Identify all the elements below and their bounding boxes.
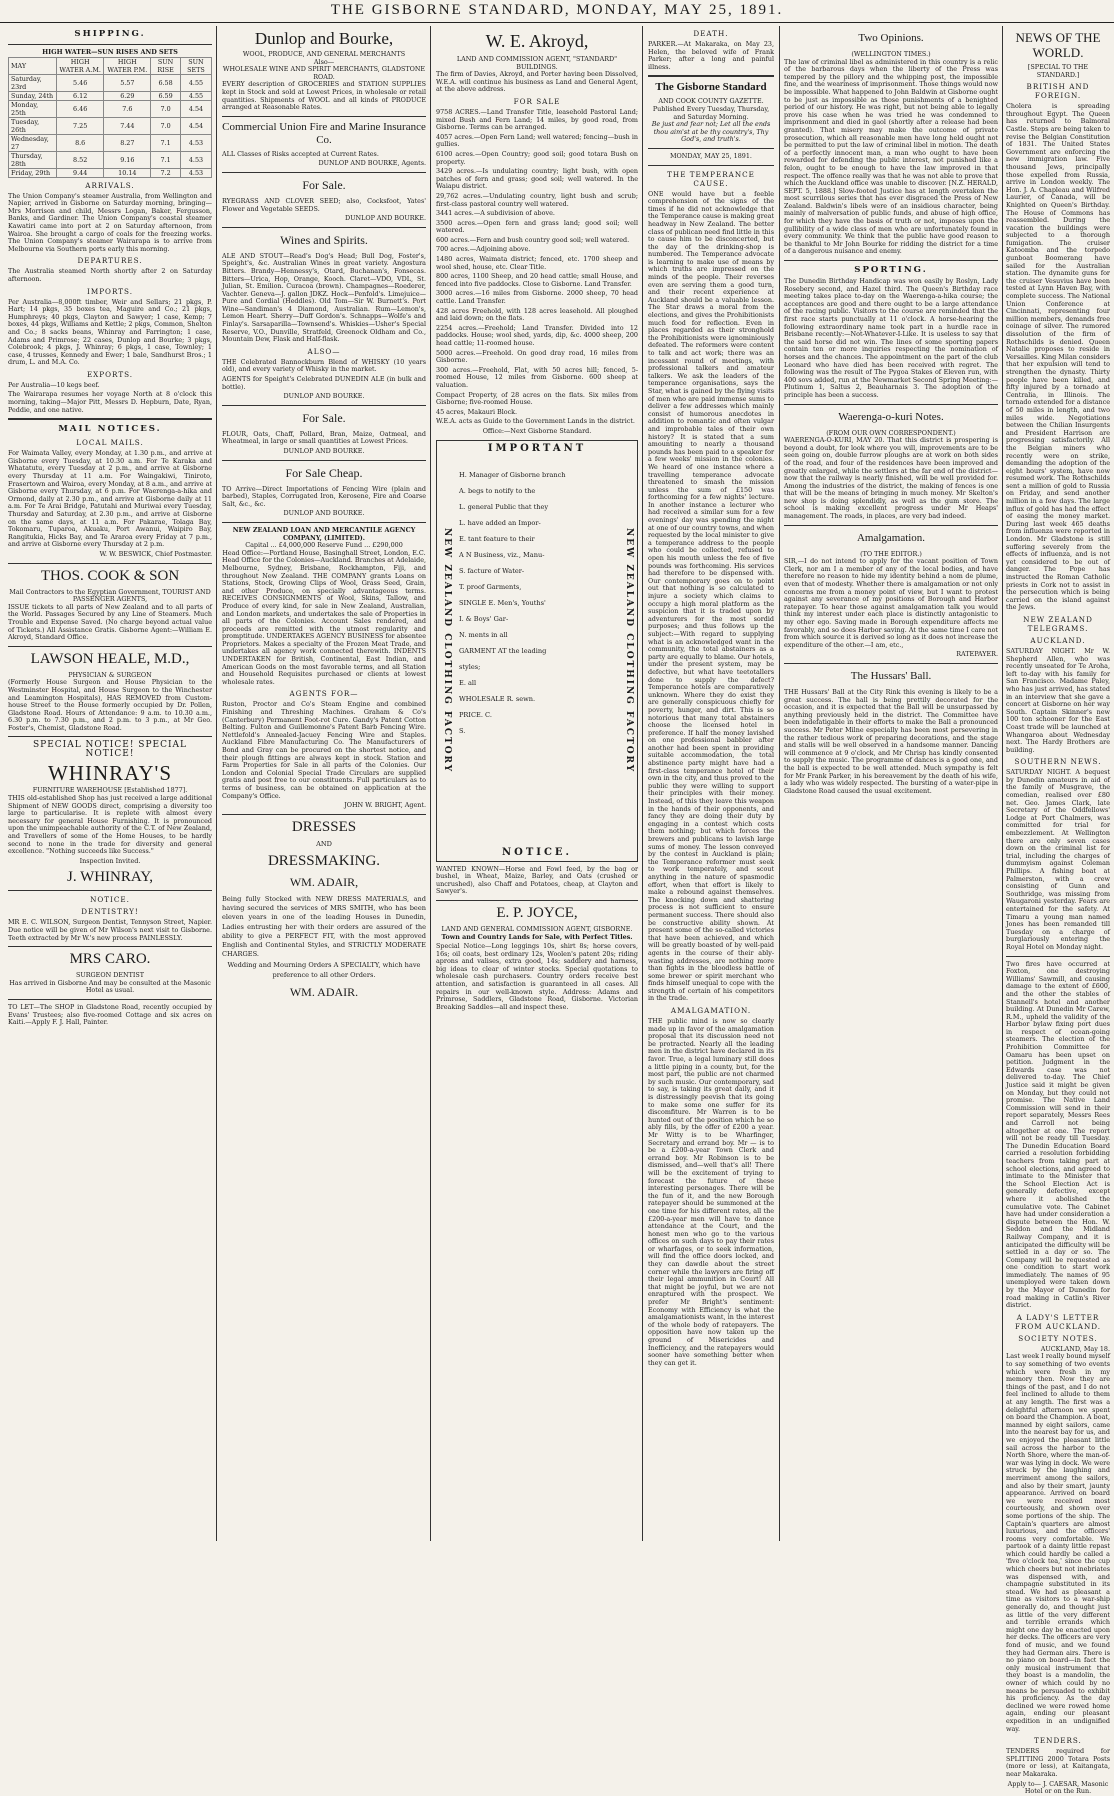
commercial-text: ALL Classes of Risks accepted at Current Rates. <box>222 149 379 158</box>
important-line: styles; <box>459 662 481 671</box>
land-lot: 3441 acres.—A subdivision of above. <box>436 209 555 218</box>
bf-text: Cholera is spreading throughout Egypt. The Queen has returned to Balmoral Castle. Steps are being taken to revise the Belgian Constitution of 1831. The United States Government are enforcing the new immigration law. Five thousand Jews, principally those expelled from Russia, arrive in London weekly. The Hon. J. A. Chapleau and Wilfred Laurier, of Canada, will be Knighted on Queen's Birthday. The House of Commons has reassembled. During the vacation the buildings were subjected to a thorough fumigation. The cruiser Katoomba and the torpedo gunboat Boomerang have sailed for the Australian station. The dynamite guns for the cruiser Vesuvius have been tested at Lynn Haven Bay, with complete success. The National Union Conference at Cincinnati, representing four million members, demands free coinage of silver. The rumored dissolution of the firm of Rothschilds is denied. Queen Natalie proposes to reside in Versailles. King Milan considers that her expulsion will tend to strengthen the dynasty. Thirty people have been killed, and fifty injured by a tornado at Centralia, in Illinois. The tornado extended for a distance of 50 miles in length, and two miles wide. Negotiations between the Chilian Insurgents and President Harrison are progressing satisfactorily. All the Belgian miners who recently were on strike, demanding the adoption of the eight hours' system, have now resumed work. The Rothschilds sent a million of gold to Russia on Friday, and send another million in a few days. The large influx of gold has had the effect of easing the money market. During last week 465 deaths from influenza were reported in London. Mr Gladstone is still suffering severely from the effects of influenza, and is not yet considered to be out of danger. The Pope has instructed the Roman Catholic priests in Cork not to assist in the persecution which is being carried on the island against the Jews. <box>1006 102 1110 612</box>
southern-text: SATURDAY NIGHT. A bequest by Dunedin amateurs in aid of the family of Musgrave, the comedian, realised over £80 net. Geo. James Clark, late Secretary of the Oddfellows' Lodge at Port Chalmers, was committed for trial for embezzlement. At Wellington there are only seven cases down on the criminal list for trial, including the charges of dummyism against Coleman Phillips. A fishing boat at Palmerston, with a crew consisting of Gunn and Southridge, was missing from Waugaroni yesterday. Fears are entertained for the safety. At Timaru a young man named Jones has been remanded till Tuesday on a charge of burglariously entering the Royal Hotel on Monday night. <box>1006 768 1110 951</box>
nzt-heading: NEW ZEALAND TELEGRAMS. <box>1023 614 1093 633</box>
tide-col-header: HIGH WATER P.M. <box>104 57 151 74</box>
lady-letter-heading: A LADY'S LETTER FROM AUCKLAND. <box>1014 1312 1102 1331</box>
opinions-sub: (WELLINGTON TIMES.) <box>851 50 931 58</box>
tolet-text: TO LET—The SHOP in Gladstone Road, recently occupied by Evans' Trustees; also five-roomed Cottage and six acres on Kaiti.—Apply F. J. Hall, Painter. <box>8 1002 212 1027</box>
agents-text: AGENTS for Speight's Celebrated DUNEDIN ALE (in bulk and bottle). <box>222 375 426 391</box>
important-heading: IMPORTANT <box>487 442 587 454</box>
hussars-heading: The Hussars' Ball. <box>850 669 932 682</box>
column-akroyd <box>436 26 638 1541</box>
column-rule <box>430 26 431 1541</box>
important-notice: NOTICE. <box>501 846 573 858</box>
tide-col-header: SUN SETS <box>180 57 211 74</box>
important-line: N. ments in all <box>459 630 508 639</box>
nzloan-heading: NEW ZEALAND LOAN AND MERCANTILE AGENCY COMPANY, (LIMITED). <box>232 525 416 542</box>
column7-text: Two fires have occurred at Foxton, one destroying Williams' Sawmill, and causing damage to the extent of £600, and the other the stables of Stannell's hotel and another building. At Dunedin Mr Carew, R.M., upheld the validity of the Harbor bylaw fixing port dues in respect of ocean-going steamers. The election of the Prohibition Committee for Oamaru has been upset on petition. Judgment in the Edwards case was not delivered to-day. The Chief Justice said it might be given on Monday, but they could not promise. The Native Land Commission will send in their report separately, Messrs Rees and Carroll not being altogether at one. The report will not be ready till Tuesday. The Dunedin Education Board carried a resolution forbidding teachers from taking part at school elections, and agreed to intimate to the Minister that the School Election Act is generally defective, except where it abolished the cumulative vote. The Cabinet have had under consideration a dispute between the Hon. W. Seddon and the Midland Railway Company, and it is anticipated the difficulty will be settled in a day or so. The Company will be requested as one condition to start work immediately. The names of 95 unemployed were taken down by the Mayor of Dunedin for road making in Catlin's River district. <box>1006 959 1110 1310</box>
column-news <box>784 26 998 1541</box>
tide-cell: 4.53 <box>180 134 211 151</box>
land-lot: 6100 acres.—Open Country; good soil; good totara Bush on property. <box>436 149 638 166</box>
tide-cell: 7.0 <box>151 117 181 134</box>
exports-heading: EXPORTS. <box>86 369 134 379</box>
dentistry-heading: DENTISTRY! <box>81 907 139 917</box>
notice-heading: NOTICE. <box>90 895 130 905</box>
shipping-heading: SHIPPING. <box>74 29 146 39</box>
wines-text: ALE AND STOUT—Read's Dog's Head; Bull Dog, Foster's, Speight's, &c. Australian Wines in great variety. Angostura Bitters. Brandy—Hennessy's, Otard, Buchanan's, Fonsecas. Bitters—Urica, Hop, Orange, Kooch. Claret—VDO, VDL, St. Julian, St. Emilion. Curacoa (brown). Champagnes—Roederer, Vachter. Geneva—J. gallon JDKZ. Hock—Penfold's. Limejuice—Pure and Cordial (Heddles). Old Tom—Sir W. Burnett's. Port Wine—Sandiman's 4 Diamond, Australian. Rum—Lemon's, Lemon Heart. Sherry—Duff Gordon's. Schnapps—Wolfe's and Finlay's. Sarsaparilla—Townsend's. Whiskies—Usher's Special Reserve, V.O., Dunville, Stratfeld, Greenock Oldham and Co., Mountain Dew, Flask and Half-flask. <box>222 251 426 344</box>
agents-signature: DUNLOP AND BOURKE. <box>283 392 365 401</box>
whinray-heading: WHINRAY'S <box>47 761 173 786</box>
forsale2-heading: For Sale. <box>302 410 346 425</box>
tide-cell: 10.14 <box>104 168 151 177</box>
important-side-right <box>621 449 635 853</box>
auckland-heading: AUCKLAND. <box>1030 635 1086 645</box>
arrivals-heading: ARRIVALS. <box>85 180 135 190</box>
amalgamation-letter-text: SIR,—I do not intend to apply for the vacant position of Town Clerk, nor am I a member of any of the local bodies, and have therefore no reason to hide my identity behind a nom de plume, even that of modesty. Whether there is amalgamation or not only concerns me from a money point of view, but I want to protest against any severance of my positions of Borough and Harbor ratepayer. To hear those against amalgamation talk you would think my interest under each place is distinctly antagonistic to my other ego. Saving made in Borough expenditure affects me favorably, and so does Harbor saving. At the same time I care not from which source it is derived so long as it does not increase the expenditure of the other.—I am, etc., <box>784 557 998 649</box>
caro-heading: MRS CARO. <box>69 951 151 968</box>
important-body <box>459 467 615 739</box>
land-lot: 3500 acres.—Open fern and grass land; good soil; well watered. <box>436 218 638 235</box>
tide-cell: 9.44 <box>56 168 104 177</box>
land-lot: 9758 ACRES.—Land Transfer Title, leasehold Pastoral Land; mixed Bush and Fern Land; 14 miles, by good road, from Gisborne. Terms can be arranged. <box>436 107 638 132</box>
tide-row <box>9 91 212 100</box>
tide-table <box>8 57 212 178</box>
news-heading: NEWS OF THE WORLD. <box>1015 30 1101 60</box>
important-line: PRICE. C. <box>459 710 492 719</box>
exports-text-2: The Wairarapa resumes her voyage North at 8 o'clock this morning, taking—Major Pitt, Messrs D. Hepburn, Date, Ryan, Peddie, and one native. <box>8 390 212 414</box>
amalgamation-letter-signature: RATEPAYER. <box>956 650 998 659</box>
tide-cell: 4.54 <box>180 117 211 134</box>
tide-cell: 4.53 <box>180 151 211 168</box>
land-lot: 600 acres.—Fern and bush country good soil; well watered. <box>436 235 630 244</box>
important-line: L. general Public that they <box>459 502 549 511</box>
important-side-left <box>439 449 453 853</box>
forsale2-text: FLOUR, Oats, Chaff, Pollard, Bran, Maize, Oatmeal, and Wheatmeal, in large or small quantities at Lowest Prices. <box>222 429 426 446</box>
nzloan-capital: Capital ... £4,000,000 Reserve Fund ... £290,000 <box>245 541 403 550</box>
tide-cell: 4.55 <box>180 91 211 100</box>
wea-text: W.E.A. acts as Guide to the Government Lands in the district. <box>436 417 635 426</box>
important-line: SINGLE E. Men's, Youths' <box>459 598 546 607</box>
tide-day: Wednesday, 27 <box>9 134 57 151</box>
paper-motto: Be just and fear not; Let all the ends thou aim'st at be thy country's, Thy God's, and truth's. <box>651 120 771 144</box>
important-line: I. & Boys' Gar- <box>459 614 509 623</box>
tide-col-header: MAY <box>9 57 57 74</box>
tide-cell: 7.44 <box>104 117 151 134</box>
tide-cell: 6.58 <box>151 74 181 91</box>
land-lot: 2254 acres.—Freehold; Land Transfer. Divided into 12 paddocks. House; wool shed, yards, dip, &c. 4000 sheep, 200 head cattle; 11-roomed house. <box>436 323 638 347</box>
tide-cell: 9.16 <box>104 151 151 168</box>
important-line: H. Manager of Gisborne branch <box>459 470 566 479</box>
dress-text: Being fully Stocked with NEW DRESS MATERIALS, and having secured the services of MRS SMITH, who has been eleven years in one of the leading Houses in Dunedin, Ladies entrusting her with their orders are assured of the ability to give a PERFECT FIT, with the most approved English and Continental Styles, and STRICTLY MODERATE CHARGES. <box>222 894 426 959</box>
bf-heading: BRITISH AND FOREIGN. <box>1026 82 1090 101</box>
waerenga-sub: (FROM OUR OWN CORRESPONDENT.) <box>826 428 956 437</box>
joyce-notice: Special Notice—Long leggings 10s, shirt 8s; horse covers, 16s; oil coats, best ordinary 12s, Woolen's patent 20s; riding aprons and valises, extra good, 14s; saddlery and harness, big ideas to clear of winter stocks. Special quotations to wholesale cash purchasers. Country orders receive best attention, and satisfaction is guaranteed in all cases. All repairs in our well-known style. Address: Adams and Primrose, Saddlers, Gladstone Road, Gisborne. Victorian Breaking Saddles—all and inspect these. <box>436 942 638 1011</box>
tide-day: Tuesday, 26th <box>9 117 57 134</box>
mail-notices-heading: MAIL NOTICES. <box>58 424 162 435</box>
imports-text: Per Australia—8,000ft timber, Weir and Sellars; 21 pkgs, P. Hart; 14 pkgs, 35 boxes tea, Maguire and Co.; 21 pkgs, Humphreys; 40 pkgs, Clayton and Sawyer; 1 case, Kemp; 7 boxes, 44 pkgs, Williams and Kettle; 2 pkgs, Common, Shelton and Co.; 8 sacks beans, Whinray and Farrington; 1 case, Adams and Primrose; 22 cases, Dunlop and Bourke; 3 pkgs, Colebrook; 4 pkgs, J. Whinray; 6 pkgs, 1 case, Townley; 1 case, 4 trusses, Kennedy and Ewer; 1 bale, Sandhurst Bros.; 1 drum, L. and M.A. Co. <box>8 297 212 367</box>
land-lot: 3429 acres.—Is undulating country; light bush, with open patches of fern and grass; good soil; well watered. In the Waiapu district. <box>436 167 638 191</box>
important-line: GARMENT AT the leading <box>459 646 547 655</box>
dress-and: AND <box>316 839 332 848</box>
tide-cell: 4.55 <box>180 74 211 91</box>
cheap-heading: For Sale Cheap. <box>285 465 363 480</box>
special-notice: SPECIAL NOTICE! SPECIAL NOTICE! <box>32 740 188 760</box>
tide-row <box>9 117 212 134</box>
akroyd-heading: W. E. Akroyd, <box>485 31 589 51</box>
tide-cell: 8.6 <box>56 134 104 151</box>
tide-col-header: SUN RISE <box>151 57 181 74</box>
whinray-inspection: Inspection Invited. <box>79 856 141 865</box>
paper-title: The Gisborne Standard <box>655 81 767 94</box>
dressmaking-heading: DRESSMAKING. <box>267 852 381 869</box>
amalgamation-editorial-text: THE public mind is now so clearly made up in favor of the amalgamation proposal that its discussion need not be protracted. Nearly all the leading men in the district have declared in its favor. True, a legal luminary still does a little piping in a county, but, for the most part, the public are not charmed by such music. Our contemporary, sad to say, is taking its great daily, and it is distressingly peevish that its going to make some one suffer for its discomfiture. Mr Warren is to be hunted out of the position which he so ably fills, by the offer of £200 a year. Mr Witty is to be Wharfinger, Secretary and errand boy. Mr — is to be a £200-a-year Town Clerk and errand boy. Mr Robinson is to be dismissed, and—well that's all! There will be the excitement of trying to forecast the future of these interesting personages. There will be the fun of it, and the new Borough ratepayer should be summoned at the one time for his different rates, all the £200-a-year men will have to dance attendance at the Court, and the honest men who go to the various offices on such days to pay their rates or wharfages, or to seek information, will find the office doors locked, and they can dawdle about the street corner while the lawyers are firing off their legal ammunition in Court! All that might be joyful, but we are not enraptured with the prospect. We prefer Mr Bright's sentiment: Economy with Efficiency is what the amalgamationists want, in the interest of the whole body of ratepayers. The opposition have now taken up the ground of Misericides and Inefficiency, and the ratepayers would sooner have something better when they can get it. <box>648 1017 774 1367</box>
akroyd-text: The firm of Davies, Akroyd, and Porter having been Dissolved, W.E.A. will continue his business as Land and General Agent, at the above address. <box>436 70 638 94</box>
paper-publication: Published Every Tuesday, Thursday, and Saturday Morning. <box>652 104 770 121</box>
forsale2-signature: DUNLOP AND BOURKE. <box>283 447 365 455</box>
departures-heading: DEPARTURES. <box>77 256 143 266</box>
tide-row <box>9 134 212 151</box>
important-line: E. all <box>459 678 477 687</box>
column-rule <box>642 26 643 1541</box>
society-heading: SOCIETY NOTES. <box>1018 1333 1098 1343</box>
side-label: NEW ZEALAND CLOTHING FACTORY <box>441 527 452 774</box>
tide-cell: 7.0 <box>151 100 181 117</box>
nzloan-office: Head Office:—Portland House, Basinghall Street, London, E.C. <box>222 548 426 557</box>
commercial-signature: DUNLOP AND BOURKE, Agents. <box>318 159 426 168</box>
dunlop-sub: WOOL, PRODUCE, AND GENERAL MERCHANTS <box>242 50 406 58</box>
tide-cell: 6.46 <box>56 100 104 117</box>
southern-heading: SOUTHERN NEWS. <box>1014 757 1102 767</box>
dunlop-sub2: WHOLESALE WINE AND SPIRIT MERCHANTS, GLADSTONE ROAD. <box>222 65 426 81</box>
land-lot: 3000 acres.—16 miles from Gisborne. 2000 sheep, 70 head cattle. Land Transfer. <box>436 289 638 306</box>
land-lot: 29,762 acres.—Undulating country, light bush and scrub; first-class pastoral country well watered. <box>436 191 638 208</box>
land-lot: 1480 acres, Waimata district; fenced, etc. 1700 sheep and wool shed, house, etc. Clear Title. <box>436 255 638 271</box>
auckland-text: SATURDAY NIGHT. Mr W. Shepherd Allen, who was recently unseated for Te Aroha, left to-day with his family for San Francisco. Madame Paley, who has just arrived, has stated in an interview that she gave a concert at Gisborne on her way South. Captain Skinner's new 100 ton schooner for the East Coast trade will be launched at Whangaroa about Wednesday next. The Hardy Brothers are building. <box>1006 646 1110 754</box>
mail-signature: W. W. BESWICK, Chief Postmaster. <box>99 549 212 558</box>
sporting-heading: SPORTING. <box>854 265 928 276</box>
temperance-text: ONE would have but a feeble comprehension of the signs of the times if he did not acknowledge that the Temperance cause is making great headway in New Zealand. The better class of publican need find little in this to cause him to be disconcerted, but the day of the drinking-shop is numbered. The Temperance advocate is learning to make use of means by which truths are impressed on the minds of the people. Their reverses even are serving them a good turn, and their recent experience at Auckland should be a valuable lesson. The Star draws a moral from the elections, and gives the Prohibitionists much food for reflection. Even in places regarded as their stronghold the Prohibitionists were ignominiously defeated. The reformers were content to talk and act work; there was an incessant round of meetings, with professional talkers and amateur talkers. We ask the leaders of the temperance organisations, says the Star, what is gained by the flying visits of men who are paid immense sums to deliver a few addresses which mainly consist of humorous anecdotes in addition to romantic and often vulgar and improbable tales of their own history? It is stated that a sum amounting to nearly a thousand pounds has been paid to a speaker for a few weeks' mission in the colonies. We heard of one instance where a travelling temperance advocate threatened to smash the mission unless the sum of £150 was forthcoming for a few nights' lecture. In another instance a lecturer who had received a similar sum for a few evenings' day was spending the night at one of our country towns, and when requested by the local minister to give a temperance address to the people who could be collected, refused to open his mouth unless the fee of five pounds was forthcoming. His services had therefore to be dispensed with. Our contemporary goes on to point out that nothing is so calculated to injure a society which claims to occupy a high moral platform as the suspicion that it is traded upon by adventurers for the most sordid purposes; and thus follows up the subject:—With regard to supplying what is an acknowledged want in the community, the total abstainers as a party are equally to blame. Our hotels, under the present system, may be defective, but what have teetotallers done to supply the defect? Temperance hotels are comparatively unknown. Where they do exist they are generally conspicuous chiefly for poverty, hunger, and dirt. This is so notorious that many total abstainers choose the licensed hotel in preference. If half the money lavished on one professional babbler after another had been spent in providing suitable accommodation, the total abstinence party might have had a first-class temperance hotel of their own in the city, and thus proved to the public they were willing to support their principles with their money. Instead, of this they leave this weapon in the hands of their opponents, and fancy they are doing their duty by engaging in a contest which costs them nothing; but which forces the brewers and publicans to lavish large sums of money. The lesson conveyed by the contest in Auckland is plain; the Temperance reformer must seek to work temperately, and scout anything in the nature of spasmodic effort, when that effort is likely to make a rebound against themselves. The knocking down and shattering process is not sufficient to ensure permanent success. There should also be constructive ability shown. At present some of the so-called victories that have been achieved, and which will be greatly boasted of by well-paid agents in the course of their ably-wasting addresses, are nothing more than fights in the bloodless battle of some brewer or spirit merchant who finds himself unequal to cope with the strength of certain of his competitors in the trade. <box>648 189 774 1003</box>
tenders-text: TENDERS required for SPLITTING 2000 Totara Posts (more or less), at Kaitangata, near Makaraka. <box>1006 1747 1110 1778</box>
side-label: NEW ZEALAND CLOTHING FACTORY <box>623 527 634 774</box>
important-line: L. have added an Impor- <box>459 518 541 527</box>
land-lot: 700 acres.—Adjoining above. <box>436 245 531 254</box>
tide-cell: 7.25 <box>56 117 104 134</box>
column-shipping <box>8 26 212 1541</box>
column-dunlop <box>222 26 426 1541</box>
news-sub: [SPECIAL TO THE STANDARD.] <box>1027 63 1089 79</box>
important-ad <box>436 440 638 862</box>
joyce-sub: LAND AND GENERAL COMMISSION AGENT, GISBORNE. <box>441 924 633 933</box>
bright-signature: JOHN W. BRIGHT, Agent. <box>344 801 426 810</box>
agents-for-text: Ruston, Proctor and Co's Steam Engine and combined Finishing and Threshing Machines. Graham & Co's (Canterbury) Permanent Foot-rot Cure. Gandy's Patent Cotton Belting. Fulton and Guillemonne's Patent Barb Fencing Wire. Nettlefold's Annealed-Jacuey Fencing Wire and Staples. Auckland Fibre Manufacturing Co. The Manufacturers of Bond and Gray can be procured on the shortest notice, and their plough fittings are always kept in stock. Station and Farm Properties for Sale in all parts of the Colonies. Our London and Colonial Special Trade Circulars are supplied gratis and post free to our constituents. Full particulars as to terms of business, can be obtained on application at the Company's Office. <box>222 700 426 800</box>
wanted-text: WANTED KNOWN—Horse and Fowl feed, by the bag or bushel, in Wheat, Maize, Barley, and Oats (crushed or uncrushed), also Chaff and Potatoes, cheap, at Clayton and Sawyer's. <box>436 864 638 896</box>
also-heading: ALSO— <box>307 346 341 356</box>
tide-row <box>9 74 212 91</box>
amalgamation-editorial-heading: AMALGAMATION. <box>670 1006 752 1016</box>
column-world-news <box>1006 26 1110 1796</box>
tide-cell: 6.59 <box>151 91 181 100</box>
hussars-text: THE Hussars' Ball at the City Rink this evening is likely to be a great success. The hall is being prettily decorated for the occasion, and it is expected that the Ball will be unsurpassed by anything previously held in the district. The Committee have been indefatigable in their efforts to make the Ball a pronounced success. Mr Peter Milne especially has been most persevering in the rather tedious work of preparing decorations, and the stage and stalls will be well observed in a handsome manner. Dancing will commence at 9 o'clock, and Mr Chrisp has kindly consented to supply the music. The programme of dances is a good one, and the ball is expected to be well attended. Much sympathy is felt for Mr Frank Parker, in his bereavement by the death of his wife, a lady who was widely respected. The bursting of a water-pipe in Gladstone Road caused the usual excitement. <box>784 687 998 795</box>
tide-cell: 8.52 <box>56 151 104 168</box>
column-rule <box>216 26 217 1541</box>
tide-row <box>9 100 212 117</box>
tide-cell: 7.6 <box>104 100 151 117</box>
important-line: S. <box>459 726 466 735</box>
tide-header-row <box>9 57 212 74</box>
dress-wedding: Wedding and Mourning Orders A SPECIALTY, which have preference to all other Orders. <box>227 961 421 979</box>
forsale-heading: For Sale. <box>302 177 346 192</box>
forsale-signature: DUNLOP AND BOURKE. <box>344 214 426 223</box>
temperance-heading: THE TEMPERANCE CAUSE. <box>667 169 755 188</box>
wea-office: Office:—Next Gisborne Standard. <box>482 426 592 435</box>
tide-cell: 4.53 <box>180 168 211 177</box>
amalgamation-letter-heading: Amalgamation. <box>856 531 926 544</box>
forsale-text: RYEGRASS AND CLOVER SEED; also, Cocksfoot, Yates' Flower and Vegetable SEEDS. <box>222 196 426 213</box>
column-editorial <box>648 26 774 1541</box>
dress-signature: WM. ADAIR. <box>289 984 359 999</box>
important-line: A N Business, viz., Manu- <box>459 550 545 559</box>
dunlop-text: EVERY description of GROCERIES and STATION SUPPLIES kept in Stock and sold at Lowest Prices, in wholesale or retail quantities. Shipments of WOOL and all kinds of PRODUCE arranged at Reasonable Rates. <box>222 80 426 112</box>
exports-text: Per Australia—10 kegs beef. <box>8 380 100 389</box>
for-sale-heading: FOR SALE <box>513 96 561 106</box>
amalgamation-letter-sub: (TO THE EDITOR.) <box>860 549 922 558</box>
commercial-heading: Commercial Union Fire and Marine Insurance Co. <box>222 120 426 146</box>
tide-cell: 6.12 <box>56 91 104 100</box>
tide-cell: 7.2 <box>151 168 181 177</box>
joyce-text: Town and Country Lands for Sale, with Perfect Titles. <box>441 932 633 941</box>
whinray-signature: J. WHINRAY, <box>67 869 153 886</box>
tide-day: Friday, 29th <box>9 168 57 177</box>
heale-sub: PHYSICIAN & SURGEON <box>68 670 152 679</box>
land-lot: 5000 acres.—Freehold. On good dray road, 16 miles from Gisborne. <box>436 348 638 365</box>
land-lot: 4057 acres.—Open Fern Land; well watered; fencing—bush in gullies. <box>436 132 638 149</box>
death-heading: DEATH. <box>693 29 729 38</box>
tide-day: Sunday, 24th <box>9 91 57 100</box>
tide-day: Saturday, 23rd <box>9 74 57 91</box>
land-lot: 428 acres Freehold, with 128 acres leasehold. All ploughed and laid down; on the flats. <box>436 306 638 323</box>
caro-sub: SURGEON DENTIST <box>75 971 145 980</box>
dress-wm-adair: WM. ADAIR, <box>289 874 359 889</box>
cheap-text: TO Arrive—Direct Importations of Fencing Wire (plain and barbed), Staples, Corrugated Iron, Kerosene, Fire and Coarse Salt, &c., &c. <box>222 484 426 508</box>
land-lot: 800 acres, 1100 Sheep, and 20 head cattle; small House, and fenced into five paddocks. Close to Gisborne. Land Transfer. <box>436 272 638 288</box>
akroyd-sub: LAND AND COMMISSION AGENT, "STANDARD" BUILDINGS. <box>456 55 618 71</box>
tide-cell: 8.27 <box>104 134 151 151</box>
cheap-signature: DUNLOP AND BOURKE. <box>283 509 365 518</box>
waerenga-text: WAERENGA-O-KURI, MAY 20. That this district is prospering is beyond a doubt, for look where you will, improvements are to be seen going on, double furrow ploughs are at work on both sides of the road, and four of the residences have been improved and greatly enlarged, while the settlers at the far end of the district—now that the railway is nearly finished, will be well provided for. Among the industries of the district, the making of fences is one that will be the means of bringing in much money. Mr Skelton's new shop is doing splendidly, as well as the gum store. The school is making excellent progress under Mr Heaps' management. The roads, in places, are very bad indeed. <box>784 436 998 521</box>
heale-heading: LAWSON HEALE, M.D., <box>30 650 190 667</box>
mail-sub-heading: LOCAL MAILS. <box>76 438 144 448</box>
dunlop-also: Also— <box>313 57 335 66</box>
nzloan-text: Head Office for the Colonies—Auckland. Branches at Adelaide, Melbourne, Sydney, Brisbane, Rockhampton, Fiji, and throughout New Zealand. THE COMPANY grants Loans on Stations, Stock, Growing Clips of Wool, Grass Seed, Grain, and other Produce, on specially advantageous terms. RECEIVES CONSIGNMENTS of Wool, Skins, Tallow, and Produce of every kind, for sale in New Zealand, Australian, and London markets, and undertakes the sale of Properties in all parts of the Colonies. Account Sales rendered, and proceeds are remitted with the utmost regularity and promptitude. UNDERTAKES AGENCY BUSINESS for absentee Proprietors. Makes a specialty of the Frozen Meat Trade, and undertakes all agency work connected therewith. INDENTS UNDERTAKEN for British, Continental, East Indian, and American Goods on the most favorable terms, and all Station and Household Requisites purchased or clients at lowest wholesale rates. <box>222 556 427 686</box>
sporting-text: The Dunedin Birthday Handicap was won easily by Roslyn, Lady Rosebery second, and Hazel third. The Queen's Birthday race meeting takes place to-day on the Waerenga-a-hika course; the acceptances are good and there ought to be a large attendance of the racing public. Visitors to the course are reminded that the first race starts punctually at 11 o'clock. A horse-hearing the following extraordinary name took part in a hurdle race in Brisbane recently:—Not-Whatever-I-Like. It is useless to say that the said horse did not win. The lines of some sporting papers contain ten or more inquiries respecting the nomination of horses and the chances. The appointment on the part of the club Leonard who have died has been received with regret. The following was the result of The Pygoa Stakes of Eleven run, with 400 sovs added, run at the Newmarket Second Spring Meeting:—Plutinum 1, Saltus 2, Beauharnais 3. The adoption of the principle has been a success. <box>784 277 998 399</box>
tenders-heading: TENDERS. <box>1034 1736 1082 1746</box>
tide-cell: 4.54 <box>180 100 211 117</box>
cook-heading: THOS. COOK & SON <box>40 567 180 584</box>
tide-cell: 7.1 <box>151 151 181 168</box>
dress-ad <box>222 819 426 1001</box>
agents-for-heading: AGENTS FOR— <box>289 689 359 699</box>
important-line: S. facture of Water- <box>459 566 525 575</box>
opinions-text: The law of criminal libel as administered in this country is a relic of the barbarous days when the liberty of the Press was tempered by the pillory and the whipping post, the impossible fine, and the weariness of imprisonment. Those things would now be impossible. What happened to John Baldwin at Gisborne ought to be just as impossible as those punishments of a benighted period of our history. He was right, but not being able to legally prove his case when he was tried he was condemned to imprisonment and died in gaol (shortly after a release had been granted). That misery may make the outcome of private prosecution, which all reasonable men have long held ought not be permitted to put the law of criminal libel in motion. The death of a perfectly innocent man, a man who ought to have been rewarded for defending the public interest, not punished like a felon, ought to be enough to have the law improved in that respect. The offence really was that he was not able to prove that which the Auckland office was unable to discover. [N.Z. HERALD, SEPT. 5, 1888.] Slow-footed Justice has at length overtaken the most scurrilous series that has ever disgraced the Press of New Zealand. Baldwin's libels were of an insidious character, being mainly of malversation of public funds, and abuse of high office, for which they have the basis of truth or not, imposes upon the gullibility of a wide class of men who are unfortunately found in every community. We think that the public have good reason to be thankful to Mr John Bourke for ridding the district for a time of a dangerous nuisance and enemy. <box>784 57 998 256</box>
tide-day: Thursday, 28th <box>9 151 57 168</box>
land-lot: 45 acres, Makauri Block. <box>436 407 518 416</box>
tide-cell: 6.29 <box>104 91 151 100</box>
caro-text: Has arrived in Gisborne And may be consulted at the Masonic Hotel as usual. <box>9 978 211 995</box>
column-rule <box>779 26 780 1541</box>
whinray-sub: FURNITURE WAREHOUSE [Established 1877]. <box>32 786 188 795</box>
departures-text: The Australia steamed North shortly after 2 on Saturday afternoon. <box>8 267 212 283</box>
paper-sub: AND COOK COUNTY GAZETTE. <box>658 97 764 106</box>
tide-row <box>9 151 212 168</box>
tide-cell: 5.57 <box>104 74 151 91</box>
cook-sub: Mail Contractors to the Egyptian Government, TOURIST AND PASSENGER AGENTS, <box>9 587 211 604</box>
dentist-text: MR E. C. WILSON, Surgeon Dentist, Tennyson Street, Napier. Due notice will be given of Mr Wilson's next visit to Gisborne. Teeth extracted by Mr W.'s new process PAINLESSLY. <box>8 918 212 942</box>
society-date: AUCKLAND, May 18. <box>1040 1344 1110 1353</box>
dress-heading: DRESSES <box>291 818 357 835</box>
paper-date: MONDAY, MAY 25, 1891. <box>670 151 752 160</box>
important-line: A. begs to notify to the <box>459 486 536 495</box>
arrivals-text: The Union Company's steamer Australia, from Wellington and Napier, arrived in Gisborne on Saturday morning, bringing—Mrs Morrison and child, Messrs Logan, Baker, Fergusson, Banks, and Gardiner. The Union Company's coastal steamer Kawatiri came into port at 2 on Saturday afternoon, from Wairoa. She brought a cargo of coals for the freezing works. The Union Company's steamer Wairarapa is to arrive from Melbourne via Southern ports early this morning. <box>8 191 212 253</box>
death-text: PARKER.—At Makaraka, on May 23, Helen, the beloved wife of Frank Parker; after a long and painful illness. <box>648 40 774 71</box>
land-lot: 300 acres.—Freehold, Flat, with 50 acres hill; fenced, 5-roomed House, 12 miles from Gisborne. 600 sheep at valuation. <box>436 365 638 389</box>
important-line: T. proof Garments, <box>459 582 522 591</box>
tide-cell: 5.46 <box>56 74 104 91</box>
imports-heading: IMPORTS. <box>87 286 133 296</box>
tide-cell: 7.1 <box>151 134 181 151</box>
column-rule <box>1002 26 1003 1541</box>
tide-day: Monday, 25th <box>9 100 57 117</box>
cook-text: ISSUE tickets to all parts of New Zealand and to all parts of the World. Passages Secured by any Line of Steamers. Much Trouble and Expense Saved. (No charge beyond actual value of Tickets.) All Assistance Gratis. Gisborne Agent:—William E. Akroyd, Standard Office. <box>8 602 212 642</box>
mail-text: For Waimata Valley, every Monday, at 1.30 p.m., and arrive at Gisborne every Tuesday, at 10.30 a.m. For Te Karaka and Whatatutu, every Tuesday at 2 p.m., and arrive at Gisborne every Thursday at 11 a.m. For Waingakiwi, Tiniroto, Frasertown and Wairoa, every Monday, at 8 a.m., and arrive at Gisborne every Thursday, at 6 p.m. For Waerenga-a-hika and Ormond, daily at 2.30 p.m., and arrive at Gisborne daily at 11 a.m. For Te Arai Bridge, Patutahi and Muriwai every Tuesday, Thursday and Saturday, at 2.30 p.m., and arrive at Gisborne on the same days, at 11 a.m. For Pakarae, Tolaga Bay, Tokomaru, Tuparoa, Akuaku, Port Awanui, Waipiro Bay, Rangitukia, Hicks Bay, and Te Araroa every Friday at 7 p.m., and arrive at Gisborne every Thursday at 2 p.m. <box>8 449 212 549</box>
important-line: WHOLESALE R. sewn. <box>459 694 536 703</box>
joyce-heading: E. P. JOYCE, <box>496 904 578 921</box>
tide-col-header: HIGH WATER A.M. <box>56 57 104 74</box>
tide-row <box>9 168 212 177</box>
heale-text: (Formerly House Surgeon and House Physician to the Westminster Hospital, and House Surgeon to the Winchester and Leamington Hospitals), HAS REMOVED from Custom-house Street to the House formerly occupied by Dr. Pollen, Gladstone Road. Hours of Attendance: 9 a.m. to 10.30 a.m., 6.30 p.m. to 7.30 p.m., and 2 p.m. to 3 p.m., at Mr Geo. Foster's, Chemist, Gladstone Road. <box>8 678 212 732</box>
land-lot: Compact Property, of 28 acres on the flats. Six miles from Gisborne; five-roomed House. <box>436 390 638 407</box>
wines-heading: Wines and Spirits. <box>280 232 368 247</box>
important-line: E. tant feature to their <box>459 534 535 543</box>
dunlop-heading: Dunlop and Bourke, <box>254 29 394 48</box>
masthead: THE GISBORNE STANDARD, MONDAY, MAY 25, 1891. <box>0 0 1114 23</box>
tenders-apply: Apply to— J. CAESAR, Masonic Hotel or on the Run. <box>1007 1779 1109 1796</box>
waerenga-heading: Waerenga-o-kuri Notes. <box>838 410 944 423</box>
opinions-heading: Two Opinions. <box>858 32 924 44</box>
whinray-text: THIS old-established Shop has just received a large additional Shipment of NEW GOODS direct, comprising a diversity too large to particularise. It is replete with almost every necessary for general House Furnishing. It is pronounced upon the unimpeachable authority of the C.T. of New Zealand, and Travellers of some of the Home Houses, to be hardly second to none in the trade for diversity and general excellence. "Nothing succeeds like Success." <box>8 794 212 856</box>
tide-title: HIGH WATER—SUN RISES AND SETS <box>42 48 178 56</box>
society-text: Last week I really bound myself to say something of two events which were fresh in my memory then. Now they are things of the past, and I do not feel inclined to allude to them at any length. The first was a delightful afternoon we spent on board the Champion. A boat, manned by eight sailors, came into the nearest bay for us, and we enjoyed the pleasant little sail across the harbor to the North Shore, where the man-of-war was lying in dock. We were struck by the laughing and merriment among the sailors, and also by their smart, jaunty appearance. Arrived on board we were received most courteously, and shown over some portions of the ship. The Captain's quarters are almost luxurious, and the officers' rooms very comfortable. We partook of a dainty little repast which could hardly be called a 'five o'clock tea,' since the cup which cheers but not inebriates was dispensed with, and champagne substituted in its stead. We had as pleasant a time as visitors to a war-ship generally do, and thought just as little of the very different and terrible errands which might one day be enacted upon her decks. The officers are very fond of music, and we found they had German airs. There is no piano on board—in fact the only musical instrument that they boast is a mandolin, the owner of which could by no means be persuaded to exhibit his proficiency. As the day declined we were rowed home again, ending our pleasant expedition in an undignified way. <box>1006 1352 1110 1733</box>
also-text: THE Celebrated Bannockburn Blend of WHISKY (10 years old), and every variety of Whisky in the market. <box>222 357 426 374</box>
